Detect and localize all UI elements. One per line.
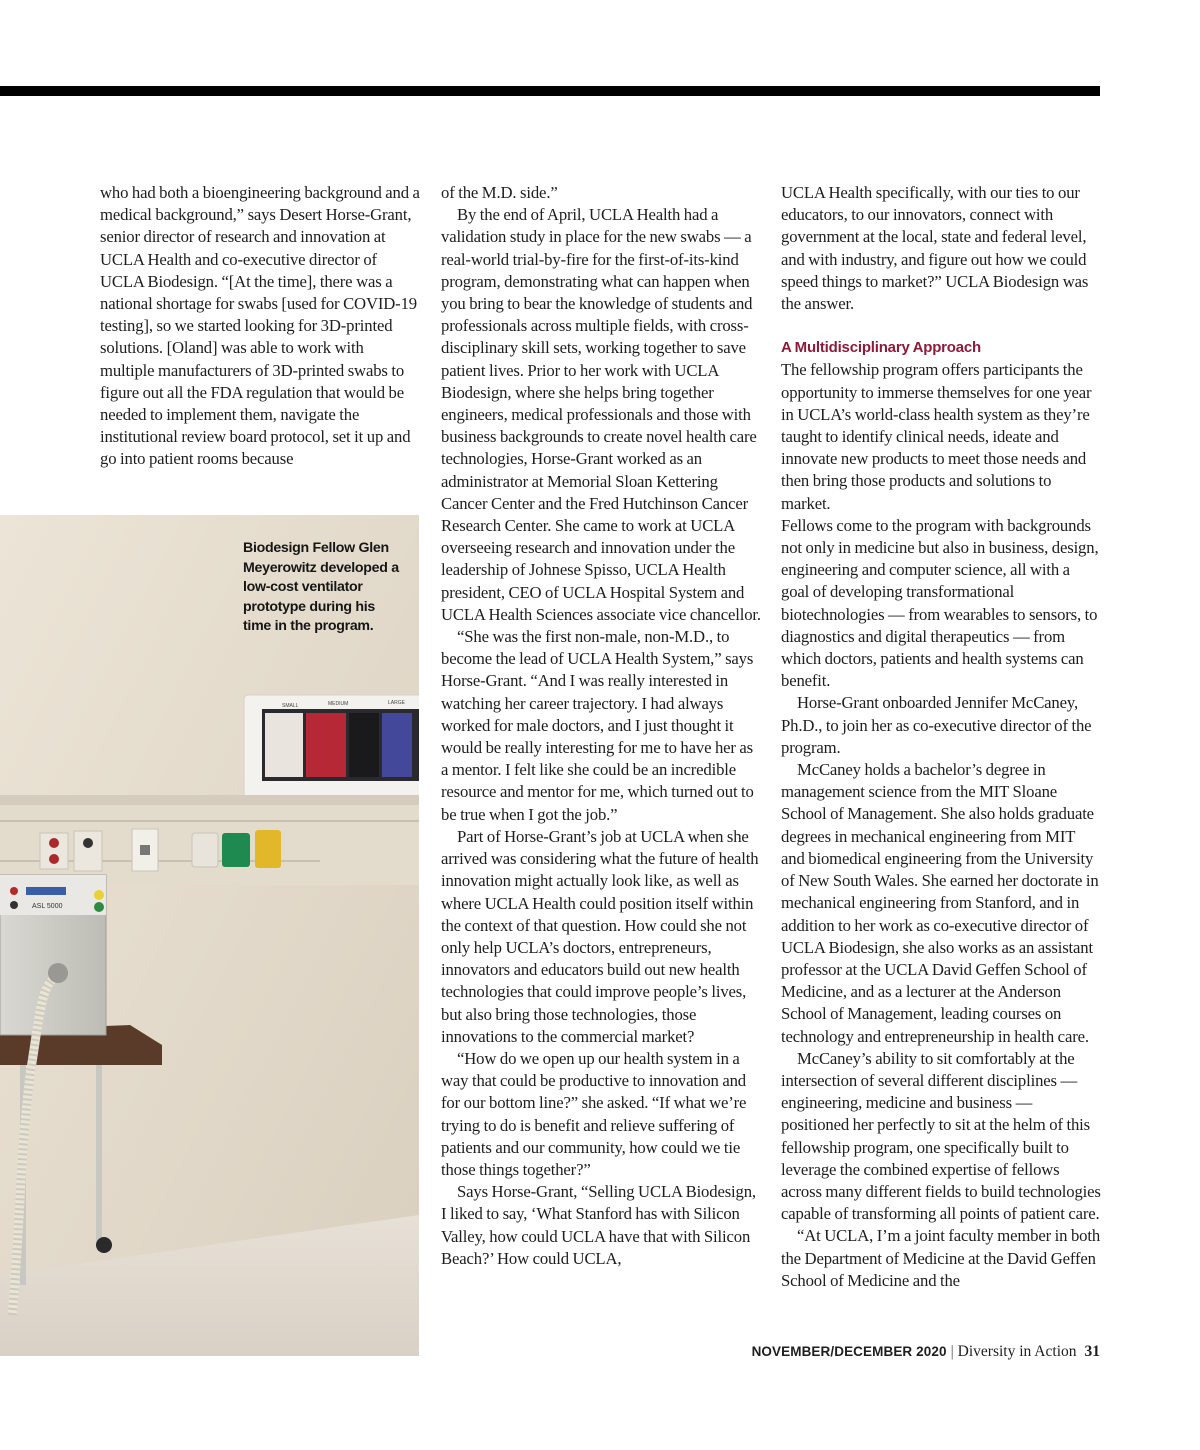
glove-label: LARGE — [388, 700, 405, 706]
paragraph: Part of Horse-Grant’s job at UCLA when she arrived was considering what the future of health innovation might actually look like, as well as where UCLA Health could position itself within the context of that question. How could she not only help UCLA’s doctors, entrepreneurs, innovators and educators build out new health technologies that could improve people’s lives, but also bring those technologies, those innovations to the commercial market? — [441, 826, 759, 1046]
glove-label: SMALL — [282, 703, 299, 709]
paragraph: McCaney holds a bachelor’s degree in management science from the MIT Sloane School of Management. She also holds graduate degrees in mechanical engineering from MIT and biomedical engineering from the University of New South Wales. She earned her doctorate in mechanical engineering from Stanford, and in addition to her work as co-executive director of UCLA Biodesign, she also works as an assistant professor at the UCLA David Geffen School of Medicine, and as a lecturer at the Anderson School of Management, leading courses on technology and entrepreneurship in health care. — [781, 760, 1099, 1046]
paragraph: Fellows come to the program with backgrounds not only in medicine but also in business, design, engineering and computer science, all with a goal of developing transformational biotechnologies — from wearables to sensors, to diagnostics and digital therapeutics — from which doctors, patients and health systems can benefit. — [781, 515, 1099, 691]
top-rule — [0, 86, 1100, 96]
paragraph: “At UCLA, I’m a joint faculty member in both the Department of Medicine at the David Geffen School of Medicine and the — [781, 1226, 1101, 1290]
page-number: 31 — [1084, 1343, 1100, 1360]
paragraph: McCaney’s ability to sit comfortably at the intersection of several different disciplines — engineering, medicine and business — positioned her perfectly to sit at the helm of this fellowship program, one specifically built to leverage the combined expertise of fellows across many different fields to build technologies capable of transforming all points of patient care. — [781, 1048, 1101, 1224]
magazine-name: Diversity in Action — [957, 1343, 1077, 1360]
page-footer — [752, 1343, 1100, 1363]
photo-illustration — [0, 515, 419, 1356]
article-column-1 — [100, 182, 420, 471]
paragraph: who had both a bioengineering background and a medical background,” says Desert Horse-Grant, senior director of research and innovation at UCLA Health and co-executive director of UCLA Biodesign. “[At the time], there was a national shortage for swabs [used for COVID-19 testing], so we started looking for 3D-printed solutions. [Oland] was able to work with multiple manufacturers of 3D-printed swabs to figure out all the FDA regulation that would be needed to implement them, navigate the institutional review board protocol, set it up and go into patient rooms because — [100, 183, 420, 469]
article-column-2 — [441, 182, 761, 1270]
section-subheading: A Multidisciplinary Approach — [781, 339, 982, 357]
paragraph: of the M.D. side.” — [441, 183, 558, 202]
glove-label: MEDIUM — [328, 701, 349, 707]
paragraph: Says Horse-Grant, “Selling UCLA Biodesign, I liked to say, ‘What Stanford has with Silicon Valley, how could UCLA have that with Silicon Beach?’ How could UCLA, — [441, 1182, 756, 1268]
paragraph: By the end of April, UCLA Health had a validation study in place for the new swabs — a real-world trial-by-fire for the first-of-its-kind program, demonstrating what can happen when you bring to bear the knowledge of students and professionals across multiple fields, with cross-disciplinary skill sets, working together to save patient lives. Prior to her work with UCLA Biodesign, where she helps bring together engineers, medical professionals and those with business backgrounds to create novel health care technologies, Horse-Grant worked as an administrator at Memorial Sloan Kettering Cancer Center and the Fred Hutchinson Cancer Research Center. She came to work at UCLA overseeing research and innovation under the leadership of Johnese Spisso, UCLA Health president, CEO of UCLA Hospital System and UCLA Health Sciences associate vice chancellor. — [441, 205, 761, 624]
paragraph: UCLA Health specifically, with our ties to our educators, to our innovators, connect with government at the local, state and federal level, and with industry, and figure out how we could speed things to market?” UCLA Biodesign was the answer. — [781, 183, 1089, 314]
ventilator-photo — [0, 515, 419, 1356]
article-column-3 — [781, 182, 1101, 1292]
paragraph: “How do we open up our health system in a way that could be productive to innovation and for our bottom line?” she asked. “If what we’re trying to do is benefit and relieve suffering of patients and our community, how could we tie those things together?” — [441, 1048, 747, 1179]
footer-separator: | — [950, 1343, 954, 1360]
issue-date: NOVEMBER/DECEMBER 2020 — [751, 1344, 947, 1359]
photo-caption: Biodesign Fellow Glen Meyerowitz developed a low-cost ventilator prototype during his time in the program. — [243, 540, 399, 635]
device-label: ASL 5000 — [32, 903, 63, 910]
paragraph: “She was the first non-male, non-M.D., to become the lead of UCLA Health System,” says Horse-Grant. “And I was really interested in watching her career trajectory. I had always worked for male doctors, and I just thought it would be really interesting for me to have her as a mentor. I felt like she could be an incredible resource and mentor for me, which turned out to be true when I got the job.” — [441, 627, 754, 824]
paragraph: Horse-Grant onboarded Jennifer McCaney, Ph.D., to join her as co-executive director of the program. — [781, 693, 1092, 757]
paragraph: The fellowship program offers participants the opportunity to immerse themselves for one year in UCLA’s world-class health system as they’re taught to identify clinical needs, ideate and innovate new products to meet those needs and then bring those products and solutions to market. — [781, 360, 1092, 513]
